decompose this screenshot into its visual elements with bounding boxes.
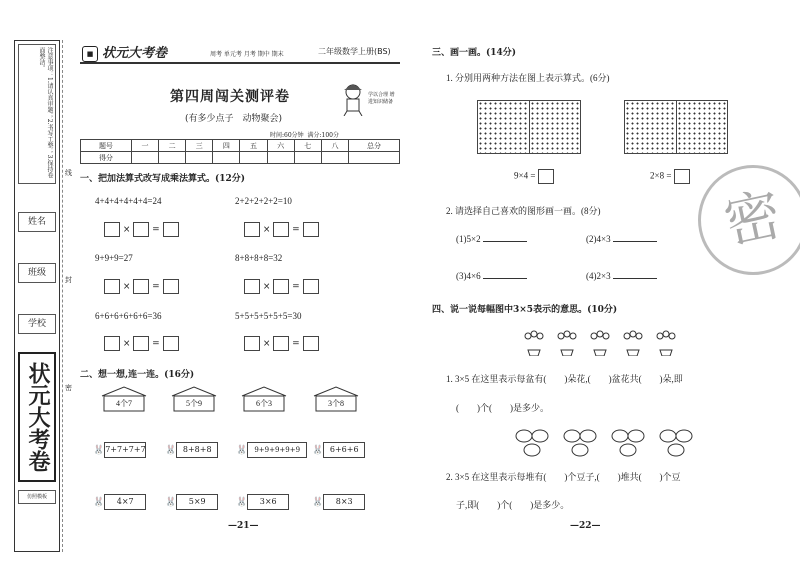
mascot-note: 学以合理 增进知识储备 (368, 92, 395, 105)
rabbit-label: 8+8+8 (176, 442, 218, 458)
house-label: 3个8 (328, 399, 344, 408)
exam-type-tags: 周考 单元考 月考 期中 期末 (210, 51, 284, 58)
score-header-cell: 一 (131, 140, 158, 152)
multiply-answer-row: × = (104, 336, 179, 351)
draw-line[interactable] (483, 270, 527, 279)
answer-box[interactable] (303, 222, 319, 237)
rabbit-icon: 🐰 (236, 497, 248, 508)
score-cell[interactable] (321, 152, 348, 164)
addition-equation: 5+5+5+5+5+5=30 (235, 311, 302, 321)
answer-box[interactable] (133, 336, 149, 351)
rabbit-icon: 🐰 (93, 445, 105, 456)
q4-line-1a: 1. 3×5 在这里表示每盆有( )朵花,( )盆花共( )朵,即 (446, 374, 683, 384)
q1-equation-b: 2×8 = (650, 169, 690, 184)
multiply-answer-row: × = (244, 279, 319, 294)
score-header-cell: 三 (186, 140, 213, 152)
section-2-heading: 二、想一想,连一连。(16分) (80, 370, 195, 380)
class-field[interactable]: 班级 (18, 263, 56, 283)
multiply-answer-row: × = (244, 336, 319, 351)
section-3-heading: 三、画一画。(14分) (432, 48, 517, 58)
rabbit-label: 7+7+7+7 (104, 442, 146, 458)
draw-line[interactable] (483, 233, 527, 242)
cut-mark-1: 线 (65, 169, 72, 177)
rabbit-card[interactable] (165, 442, 218, 458)
bean-pile-icon (608, 426, 648, 460)
answer-box[interactable] (273, 336, 289, 351)
answer-box[interactable] (674, 169, 690, 184)
section-1-heading: 一、把加法算式改写成乘法算式。(12分) (80, 174, 246, 184)
multiply-answer-row: × = (104, 222, 179, 237)
bean-pile-icon (656, 426, 696, 460)
answer-box[interactable] (244, 336, 260, 351)
draw-line[interactable] (613, 233, 657, 242)
rabbit-icon: 🐰 (236, 445, 248, 456)
answer-box[interactable] (163, 279, 179, 294)
score-header-cell: 题号 (81, 140, 132, 152)
flower-pot-icon (522, 330, 546, 356)
exam-notes: 注意事项：1.请认真审题；2.书写工整；3.保持卷面整洁。 (18, 44, 56, 184)
dot-grid-a[interactable] (477, 100, 581, 154)
score-header-cell: 八 (321, 140, 348, 152)
addition-equation: 4+4+4+4+4+4=24 (95, 196, 162, 206)
house-card[interactable] (312, 386, 360, 416)
rabbit-card[interactable] (312, 442, 365, 458)
page-number-left: —21— (228, 521, 259, 531)
score-header-cell: 五 (240, 140, 267, 152)
time-limit: 时间:60分钟 (270, 132, 304, 139)
answer-box[interactable] (303, 336, 319, 351)
rabbit-icon: 🐰 (312, 445, 324, 456)
exam-meta (270, 130, 339, 139)
q4-line-1b: ( )个( )是多少。 (456, 403, 549, 413)
cut-line (62, 40, 63, 552)
house-card[interactable] (240, 386, 288, 416)
answer-box[interactable] (244, 279, 260, 294)
house-label: 4个7 (116, 399, 132, 408)
score-table-header-row (81, 140, 400, 152)
score-header-cell: 四 (213, 140, 240, 152)
mascot-icon (338, 82, 368, 116)
answer-box[interactable] (133, 279, 149, 294)
house-label: 6个3 (256, 399, 272, 408)
section-4-heading: 四、说一说每幅图中3×5表示的意思。(10分) (432, 305, 618, 315)
rabbit-card[interactable] (236, 442, 307, 458)
full-score: 满分:100分 (307, 132, 339, 139)
score-table-row (81, 152, 400, 164)
score-cell[interactable] (267, 152, 294, 164)
score-cell[interactable] (213, 152, 240, 164)
rabbit-label: 3×6 (247, 494, 289, 510)
answer-box[interactable] (244, 222, 260, 237)
score-cell[interactable] (159, 152, 186, 164)
addition-equation: 6+6+6+6+6+6=36 (95, 311, 162, 321)
score-table (80, 139, 400, 164)
rabbit-label: 4×7 (104, 494, 146, 510)
score-header-cell: 二 (159, 140, 186, 152)
house-card[interactable] (170, 386, 218, 416)
school-field[interactable]: 学校 (18, 314, 56, 334)
score-row-label: 得分 (81, 152, 132, 164)
flower-pot-icon (621, 330, 645, 356)
answer-box[interactable] (163, 222, 179, 237)
bean-pile-icon (560, 426, 600, 460)
brand-vertical-logo: 状元大考卷 (18, 352, 56, 482)
rabbit-icon: 🐰 (165, 497, 177, 508)
page-title: 第四周闯关测评卷 (170, 89, 290, 105)
q1-prompt: 1. 分别用两种方法在图上表示算式。(6分) (446, 73, 610, 83)
rabbit-card[interactable] (236, 494, 289, 510)
addition-equation: 2+2+2+2+2=10 (235, 196, 292, 206)
rabbit-icon: 🐰 (312, 497, 324, 508)
score-cell[interactable] (349, 152, 400, 164)
answer-box[interactable] (104, 222, 120, 237)
answer-box[interactable] (273, 222, 289, 237)
rabbit-card[interactable] (165, 494, 218, 510)
draw-item[interactable]: (1)5×2 (456, 233, 527, 244)
draw-item[interactable]: (4)2×3 (586, 270, 657, 281)
score-cell[interactable] (186, 152, 213, 164)
rabbit-icon: 🐰 (93, 497, 105, 508)
page-subtitle: (有多少点子 动物聚会) (185, 114, 283, 124)
answer-box[interactable] (303, 279, 319, 294)
score-header-cell: 七 (294, 140, 321, 152)
draw-item[interactable]: (2)4×3 (586, 233, 657, 244)
multiply-answer-row: × = (244, 222, 319, 237)
grade-label: 二年级数学上册(BS) (318, 47, 391, 56)
rabbit-label: 6+6+6 (323, 442, 365, 458)
cut-mark-2: 封 (65, 276, 72, 284)
answer-box[interactable] (104, 336, 120, 351)
q4-line-2b: 子,即( )个( )是多少。 (456, 500, 570, 510)
cut-mark-3: 密 (65, 384, 72, 392)
flower-pot-icon (555, 330, 579, 356)
score-cell[interactable] (294, 152, 321, 164)
house-card[interactable] (100, 386, 148, 416)
rabbit-label: 8×3 (323, 494, 365, 510)
addition-equation: 8+8+8+8=32 (235, 253, 283, 263)
dot-grid-half (625, 101, 676, 153)
header-rule (80, 62, 400, 64)
flower-pot-icon (654, 330, 678, 356)
house-label: 5个9 (186, 399, 202, 408)
rabbit-card[interactable] (93, 442, 146, 458)
multiply-answer-row: × = (104, 279, 179, 294)
rabbit-card[interactable] (93, 494, 146, 510)
header-logo: ■ 状元大考卷 (82, 42, 172, 62)
answer-box[interactable] (538, 169, 554, 184)
page-number-right: —22— (570, 521, 601, 531)
rabbit-label: 5×9 (176, 494, 218, 510)
draw-item[interactable]: (3)4×6 (456, 270, 527, 281)
score-cell[interactable] (131, 152, 158, 164)
bean-pile-icon (512, 426, 552, 460)
q2-prompt: 2. 请选择自己喜欢的图形画一画。(8分) (446, 206, 601, 216)
confidential-stamp: 密 (688, 155, 800, 285)
book-icon: ■ (82, 46, 98, 62)
answer-box[interactable] (163, 336, 179, 351)
answer-box[interactable] (104, 279, 120, 294)
score-header-cell: 总分 (349, 140, 400, 152)
dot-grid-half (478, 101, 529, 153)
dot-grid-half (529, 101, 581, 153)
rabbit-label: 9+9+9+9+9 (247, 442, 307, 458)
addition-equation: 9+9+9=27 (95, 253, 133, 263)
score-header-cell: 六 (267, 140, 294, 152)
answer-box[interactable] (273, 279, 289, 294)
flower-pot-icon (588, 330, 612, 356)
draw-line[interactable] (613, 270, 657, 279)
rabbit-icon: 🐰 (165, 445, 177, 456)
q4-line-2a: 2. 3×5 在这里表示每堆有( )个豆子,( )堆共( )个豆 (446, 472, 681, 482)
name-field[interactable]: 姓名 (18, 212, 56, 232)
dot-grid-b[interactable] (624, 100, 728, 154)
q1-equation-a: 9×4 = (514, 169, 554, 184)
score-cell[interactable] (240, 152, 267, 164)
rabbit-card[interactable] (312, 494, 365, 510)
answer-box[interactable] (133, 222, 149, 237)
dot-grid-half (676, 101, 728, 153)
small-badge: 仿照模板 (18, 490, 56, 504)
